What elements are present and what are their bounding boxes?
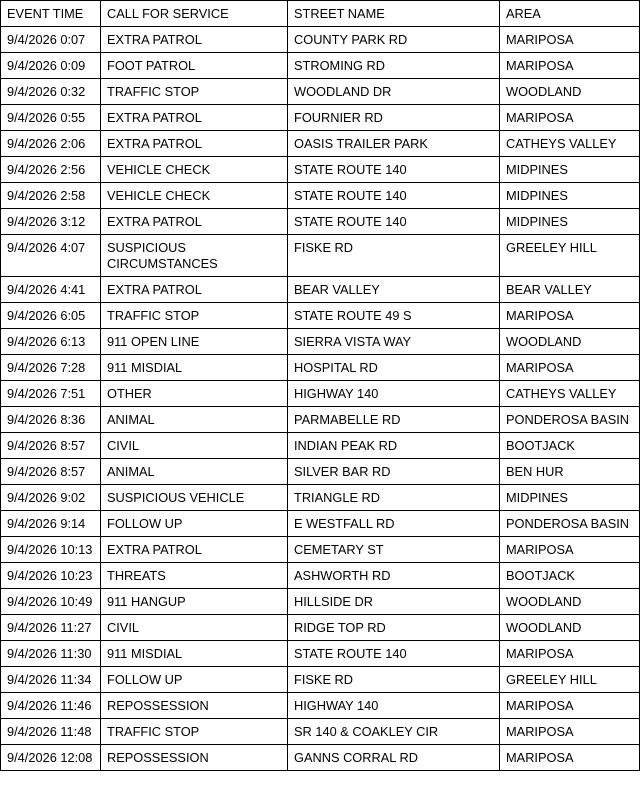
street-name-cell: WOODLAND DR xyxy=(288,79,500,105)
event-time-cell: 9/4/2026 8:57 xyxy=(1,433,101,459)
event-time-cell: 9/4/2026 4:41 xyxy=(1,277,101,303)
area-cell: MARIPOSA xyxy=(500,719,640,745)
call-for-service-cell: CIVIL xyxy=(101,615,288,641)
header-area: AREA xyxy=(500,1,640,27)
table-row xyxy=(1,235,640,277)
event-time-cell: 9/4/2026 6:13 xyxy=(1,329,101,355)
header-call-for-service: CALL FOR SERVICE xyxy=(101,1,288,27)
call-for-service-cell: EXTRA PATROL xyxy=(101,209,288,235)
area-cell: GREELEY HILL xyxy=(500,235,640,277)
event-time-cell: 9/4/2026 0:07 xyxy=(1,27,101,53)
call-for-service-cell: REPOSSESSION xyxy=(101,745,288,771)
area-cell: PONDEROSA BASIN xyxy=(500,511,640,537)
event-time-cell: 9/4/2026 2:06 xyxy=(1,131,101,157)
call-for-service-cell: ANIMAL xyxy=(101,459,288,485)
event-time-cell: 9/4/2026 11:34 xyxy=(1,667,101,693)
call-for-service-cell: ANIMAL xyxy=(101,407,288,433)
area-cell: CATHEYS VALLEY xyxy=(500,381,640,407)
area-cell: MARIPOSA xyxy=(500,355,640,381)
street-name-cell: STATE ROUTE 140 xyxy=(288,157,500,183)
event-time-cell: 9/4/2026 11:48 xyxy=(1,719,101,745)
table-row xyxy=(1,105,640,131)
area-cell: MIDPINES xyxy=(500,157,640,183)
area-cell: MIDPINES xyxy=(500,209,640,235)
call-for-service-cell: VEHICLE CHECK xyxy=(101,183,288,209)
call-for-service-cell: VEHICLE CHECK xyxy=(101,157,288,183)
call-for-service-cell: FOLLOW UP xyxy=(101,511,288,537)
street-name-cell: RIDGE TOP RD xyxy=(288,615,500,641)
call-for-service-cell: TRAFFIC STOP xyxy=(101,79,288,105)
table-row xyxy=(1,693,640,719)
call-for-service-cell: CIVIL xyxy=(101,433,288,459)
call-for-service-cell: FOOT PATROL xyxy=(101,53,288,79)
call-for-service-cell: SUSPICIOUS VEHICLE xyxy=(101,485,288,511)
table-row xyxy=(1,183,640,209)
area-cell: BOOTJACK xyxy=(500,433,640,459)
table-row xyxy=(1,641,640,667)
street-name-cell: STATE ROUTE 49 S xyxy=(288,303,500,329)
event-time-cell: 9/4/2026 11:30 xyxy=(1,641,101,667)
street-name-cell: OASIS TRAILER PARK xyxy=(288,131,500,157)
call-for-service-cell: 911 MISDIAL xyxy=(101,355,288,381)
call-for-service-cell: EXTRA PATROL xyxy=(101,105,288,131)
table-row xyxy=(1,157,640,183)
event-time-cell: 9/4/2026 11:27 xyxy=(1,615,101,641)
area-cell: MARIPOSA xyxy=(500,53,640,79)
header-row xyxy=(1,1,640,27)
call-for-service-cell: EXTRA PATROL xyxy=(101,27,288,53)
area-cell: WOODLAND xyxy=(500,329,640,355)
street-name-cell: BEAR VALLEY xyxy=(288,277,500,303)
call-for-service-cell: TRAFFIC STOP xyxy=(101,719,288,745)
street-name-cell: HIGHWAY 140 xyxy=(288,381,500,407)
table-row xyxy=(1,745,640,771)
table-row xyxy=(1,615,640,641)
street-name-cell: FOURNIER RD xyxy=(288,105,500,131)
table-row xyxy=(1,79,640,105)
area-cell: MARIPOSA xyxy=(500,303,640,329)
event-time-cell: 9/4/2026 6:05 xyxy=(1,303,101,329)
table-row xyxy=(1,27,640,53)
event-time-cell: 9/4/2026 11:46 xyxy=(1,693,101,719)
call-for-service-cell: TRAFFIC STOP xyxy=(101,303,288,329)
table-row xyxy=(1,459,640,485)
call-for-service-cell: 911 HANGUP xyxy=(101,589,288,615)
street-name-cell: HIGHWAY 140 xyxy=(288,693,500,719)
event-time-cell: 9/4/2026 10:49 xyxy=(1,589,101,615)
event-time-cell: 9/4/2026 0:32 xyxy=(1,79,101,105)
header-street-name: STREET NAME xyxy=(288,1,500,27)
street-name-cell: SIERRA VISTA WAY xyxy=(288,329,500,355)
table-row xyxy=(1,53,640,79)
call-for-service-cell: EXTRA PATROL xyxy=(101,277,288,303)
area-cell: MARIPOSA xyxy=(500,27,640,53)
call-for-service-cell: OTHER xyxy=(101,381,288,407)
table-row xyxy=(1,511,640,537)
event-time-cell: 9/4/2026 9:02 xyxy=(1,485,101,511)
call-for-service-cell: THREATS xyxy=(101,563,288,589)
street-name-cell: STATE ROUTE 140 xyxy=(288,183,500,209)
call-for-service-cell: 911 OPEN LINE xyxy=(101,329,288,355)
event-time-cell: 9/4/2026 8:57 xyxy=(1,459,101,485)
event-time-cell: 9/4/2026 10:13 xyxy=(1,537,101,563)
street-name-cell: FISKE RD xyxy=(288,667,500,693)
street-name-cell: STATE ROUTE 140 xyxy=(288,209,500,235)
event-time-cell: 9/4/2026 2:58 xyxy=(1,183,101,209)
area-cell: CATHEYS VALLEY xyxy=(500,131,640,157)
header-event-time: EVENT TIME xyxy=(1,1,101,27)
street-name-cell: GANNS CORRAL RD xyxy=(288,745,500,771)
street-name-cell: PARMABELLE RD xyxy=(288,407,500,433)
event-time-cell: 9/4/2026 0:09 xyxy=(1,53,101,79)
call-for-service-cell: 911 MISDIAL xyxy=(101,641,288,667)
area-cell: MARIPOSA xyxy=(500,641,640,667)
table-row xyxy=(1,209,640,235)
table-row xyxy=(1,667,640,693)
event-time-cell: 9/4/2026 7:51 xyxy=(1,381,101,407)
area-cell: MARIPOSA xyxy=(500,105,640,131)
street-name-cell: INDIAN PEAK RD xyxy=(288,433,500,459)
event-time-cell: 9/4/2026 3:12 xyxy=(1,209,101,235)
street-name-cell: STATE ROUTE 140 xyxy=(288,641,500,667)
street-name-cell: HILLSIDE DR xyxy=(288,589,500,615)
table-row xyxy=(1,719,640,745)
event-time-cell: 9/4/2026 0:55 xyxy=(1,105,101,131)
street-name-cell: HOSPITAL RD xyxy=(288,355,500,381)
area-cell: WOODLAND xyxy=(500,589,640,615)
street-name-cell: SILVER BAR RD xyxy=(288,459,500,485)
call-for-service-cell: EXTRA PATROL xyxy=(101,537,288,563)
call-for-service-cell: SUSPICIOUS CIRCUMSTANCES xyxy=(101,235,288,277)
event-time-cell: 9/4/2026 4:07 xyxy=(1,235,101,277)
area-cell: WOODLAND xyxy=(500,79,640,105)
table-row xyxy=(1,355,640,381)
area-cell: MIDPINES xyxy=(500,485,640,511)
event-time-cell: 9/4/2026 7:28 xyxy=(1,355,101,381)
table-row xyxy=(1,277,640,303)
table-row xyxy=(1,131,640,157)
street-name-cell: CEMETARY ST xyxy=(288,537,500,563)
area-cell: BOOTJACK xyxy=(500,563,640,589)
table-row xyxy=(1,329,640,355)
event-time-cell: 9/4/2026 12:08 xyxy=(1,745,101,771)
call-for-service-cell: REPOSSESSION xyxy=(101,693,288,719)
table-row xyxy=(1,381,640,407)
area-cell: MARIPOSA xyxy=(500,537,640,563)
table-row xyxy=(1,485,640,511)
area-cell: MIDPINES xyxy=(500,183,640,209)
area-cell: WOODLAND xyxy=(500,615,640,641)
street-name-cell: FISKE RD xyxy=(288,235,500,277)
area-cell: GREELEY HILL xyxy=(500,667,640,693)
call-for-service-cell: FOLLOW UP xyxy=(101,667,288,693)
table-row xyxy=(1,537,640,563)
street-name-cell: TRIANGLE RD xyxy=(288,485,500,511)
street-name-cell: SR 140 & COAKLEY CIR xyxy=(288,719,500,745)
table-row xyxy=(1,433,640,459)
street-name-cell: ASHWORTH RD xyxy=(288,563,500,589)
table-row xyxy=(1,563,640,589)
table-row xyxy=(1,589,640,615)
street-name-cell: STROMING RD xyxy=(288,53,500,79)
street-name-cell: E WESTFALL RD xyxy=(288,511,500,537)
area-cell: MARIPOSA xyxy=(500,745,640,771)
area-cell: MARIPOSA xyxy=(500,693,640,719)
event-time-cell: 9/4/2026 10:23 xyxy=(1,563,101,589)
event-time-cell: 9/4/2026 9:14 xyxy=(1,511,101,537)
table-row xyxy=(1,407,640,433)
call-for-service-cell: EXTRA PATROL xyxy=(101,131,288,157)
call-log-body xyxy=(1,1,640,771)
area-cell: BEAR VALLEY xyxy=(500,277,640,303)
street-name-cell: COUNTY PARK RD xyxy=(288,27,500,53)
event-time-cell: 9/4/2026 8:36 xyxy=(1,407,101,433)
table-row xyxy=(1,303,640,329)
area-cell: PONDEROSA BASIN xyxy=(500,407,640,433)
area-cell: BEN HUR xyxy=(500,459,640,485)
event-time-cell: 9/4/2026 2:56 xyxy=(1,157,101,183)
